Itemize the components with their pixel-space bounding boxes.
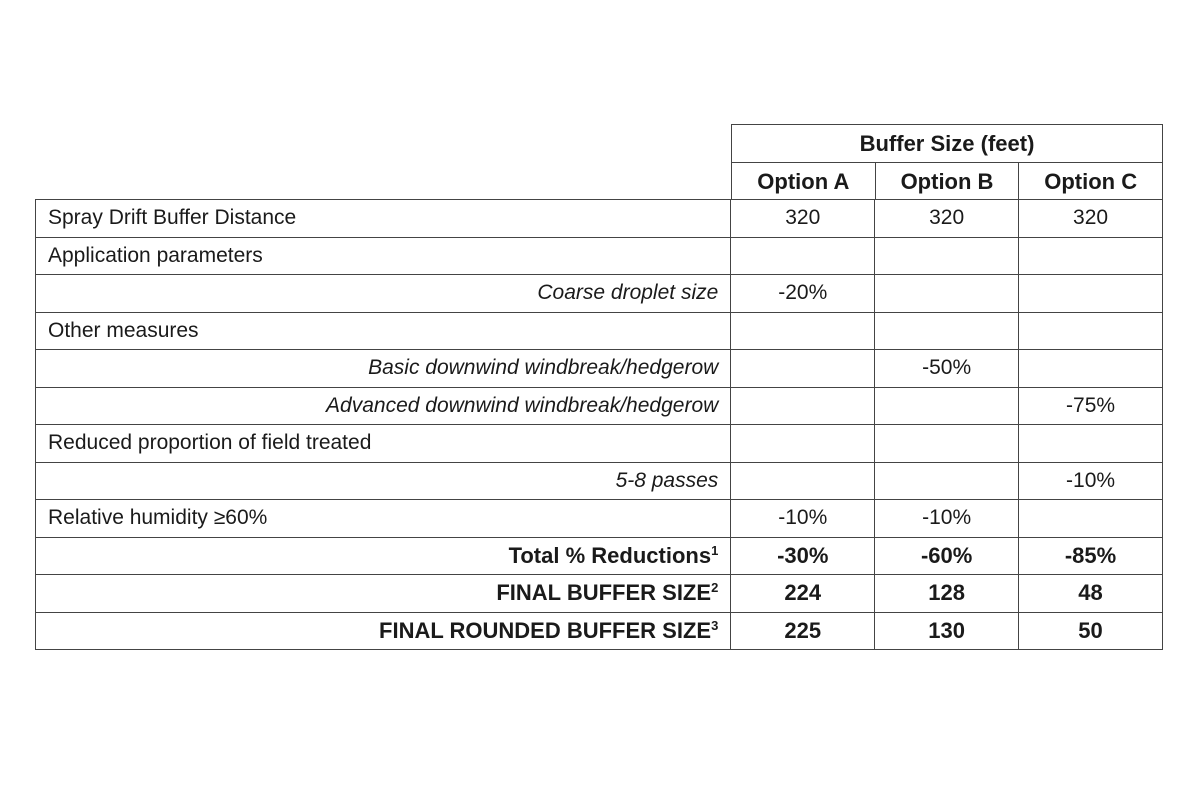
option-c-value <box>1019 275 1163 313</box>
row-label: Total % Reductions <box>508 542 712 568</box>
option-b-value <box>875 237 1019 275</box>
buffer-table <box>35 199 1163 650</box>
row-label: Advanced downwind windbreak/hedgerow <box>36 387 731 425</box>
option-a-value <box>731 312 875 350</box>
option-a-value: -30% <box>731 537 875 575</box>
option-b-value <box>875 312 1019 350</box>
table-row <box>36 312 1163 350</box>
footnote-marker: 2 <box>711 580 719 596</box>
option-b-value: -50% <box>875 350 1019 388</box>
option-a-value: 320 <box>731 200 875 238</box>
total-reductions-row <box>36 537 1163 575</box>
option-b-value: 130 <box>875 612 1019 650</box>
row-label: Spray Drift Buffer Distance <box>36 200 731 238</box>
final-buffer-size-row <box>36 575 1163 613</box>
option-a-value <box>731 237 875 275</box>
table-row <box>36 275 1163 313</box>
option-c-value <box>1019 500 1163 538</box>
option-a-header: Option A <box>757 169 850 194</box>
option-b-value: 320 <box>875 200 1019 238</box>
row-label: Reduced proportion of field treated <box>36 425 731 463</box>
header-title: Buffer Size (feet) <box>732 125 1162 163</box>
row-label: Coarse droplet size <box>36 275 731 313</box>
option-c-value <box>1019 350 1163 388</box>
option-c-value: -85% <box>1019 537 1163 575</box>
option-c-value: -10% <box>1019 462 1163 500</box>
option-c-value: 320 <box>1019 200 1163 238</box>
option-a-value: 225 <box>731 612 875 650</box>
row-label: FINAL ROUNDED BUFFER SIZE <box>379 617 712 643</box>
option-b-value <box>875 425 1019 463</box>
option-b-value: -60% <box>875 537 1019 575</box>
footnote-marker: 1 <box>711 542 719 558</box>
final-rounded-buffer-size-row <box>36 612 1163 650</box>
option-a-value <box>731 462 875 500</box>
option-a-value <box>731 387 875 425</box>
table-row <box>36 462 1163 500</box>
buffer-size-header <box>731 124 1163 200</box>
option-c-header: Option C <box>1018 163 1162 200</box>
option-a-value: 224 <box>731 575 875 613</box>
footnote-marker: 3 <box>711 617 719 633</box>
table-row <box>36 425 1163 463</box>
table-row <box>36 387 1163 425</box>
option-a-value <box>731 425 875 463</box>
row-label-cell <box>36 612 731 650</box>
row-label: Application parameters <box>36 237 731 275</box>
row-label: 5-8 passes <box>36 462 731 500</box>
table-row <box>36 200 1163 238</box>
table-row <box>36 350 1163 388</box>
table-row <box>36 237 1163 275</box>
option-b-header: Option B <box>875 163 1019 200</box>
row-label: Relative humidity ≥60% <box>36 500 731 538</box>
option-c-value <box>1019 425 1163 463</box>
option-c-value: 50 <box>1019 612 1163 650</box>
option-b-value: -10% <box>875 500 1019 538</box>
option-c-value <box>1019 312 1163 350</box>
option-c-value: 48 <box>1019 575 1163 613</box>
option-b-value <box>875 387 1019 425</box>
row-label-cell <box>36 575 731 613</box>
option-c-value: -75% <box>1019 387 1163 425</box>
row-label: FINAL BUFFER SIZE <box>496 580 712 606</box>
option-b-value <box>875 275 1019 313</box>
row-label: Basic downwind windbreak/hedgerow <box>36 350 731 388</box>
option-c-value <box>1019 237 1163 275</box>
option-b-value: 128 <box>875 575 1019 613</box>
option-a-value: -20% <box>731 275 875 313</box>
row-label-cell <box>36 537 731 575</box>
option-header-row <box>732 163 1162 200</box>
option-b-value <box>875 462 1019 500</box>
row-label: Other measures <box>36 312 731 350</box>
option-a-value: -10% <box>731 500 875 538</box>
option-a-value <box>731 350 875 388</box>
table-row <box>36 500 1163 538</box>
